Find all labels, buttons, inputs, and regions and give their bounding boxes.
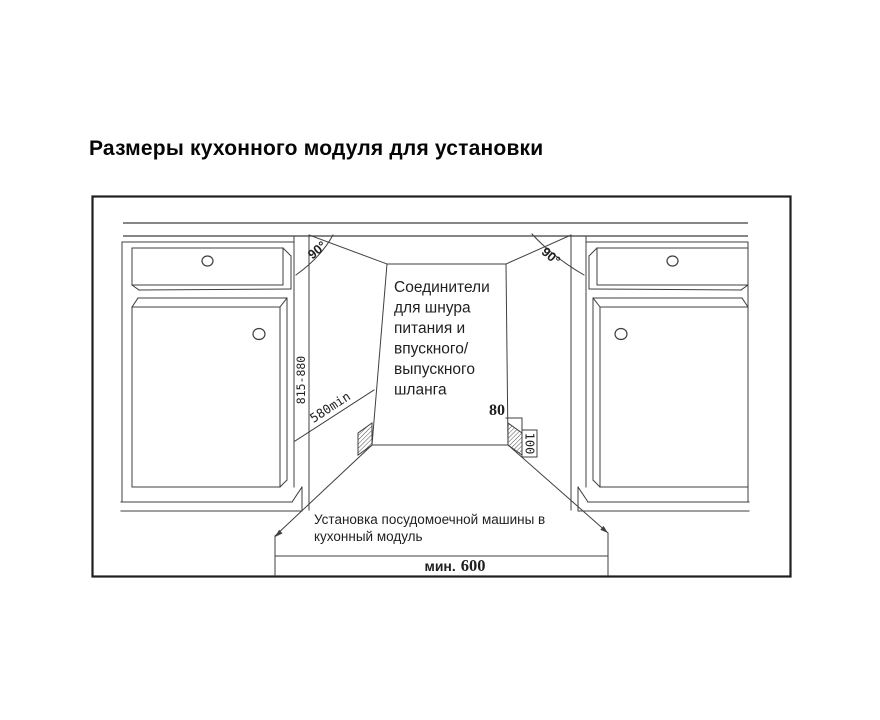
left-drawer-knob xyxy=(202,256,213,266)
center-note-line6: шланга xyxy=(394,381,447,399)
caption-line2: кухонный модуль xyxy=(314,529,423,544)
labels xyxy=(294,238,563,575)
top-gap-label: 80 xyxy=(489,402,505,419)
insertion-arrow-left xyxy=(275,530,283,537)
left-cabinet xyxy=(121,236,309,511)
side-gap-label: 100 xyxy=(522,432,537,455)
angle-label-left: 90° xyxy=(304,237,330,263)
left-cabinet-drawer xyxy=(132,248,291,290)
right-door-knob xyxy=(615,329,627,340)
hatch-cutout-right xyxy=(508,423,522,455)
right-cabinet-plinth xyxy=(578,487,749,511)
right-cabinet xyxy=(571,236,749,511)
center-note-line5: выпускного xyxy=(394,361,475,378)
center-note-line4: впускного/ xyxy=(394,340,469,358)
center-note-line3: питания и xyxy=(394,320,466,337)
center-note-line1: Соединители xyxy=(394,279,490,296)
left-cabinet-plinth xyxy=(121,487,302,511)
min-width-label: мин. xyxy=(424,558,456,574)
hatch-cutout-left xyxy=(358,423,372,455)
left-cabinet-door xyxy=(132,298,287,487)
depth-dimension-label: 580min xyxy=(306,388,354,426)
min-width-dimension xyxy=(424,556,485,575)
caption-line1: Установка посудомоечной машины в xyxy=(314,512,546,527)
countertop xyxy=(123,223,748,236)
right-cabinet-door xyxy=(593,298,748,487)
min-width-value: 600 xyxy=(460,556,486,575)
right-cabinet-drawer xyxy=(589,248,748,290)
height-dimension-label: 815-880 xyxy=(294,355,308,405)
niche-right-wall xyxy=(571,236,586,510)
page-title: Размеры кухонного модуля для установки xyxy=(89,137,544,160)
left-door-knob xyxy=(253,329,265,340)
angle-label-right: 90° xyxy=(538,243,564,269)
center-note-line2: для шнура xyxy=(394,299,471,317)
right-drawer-knob xyxy=(667,256,678,266)
